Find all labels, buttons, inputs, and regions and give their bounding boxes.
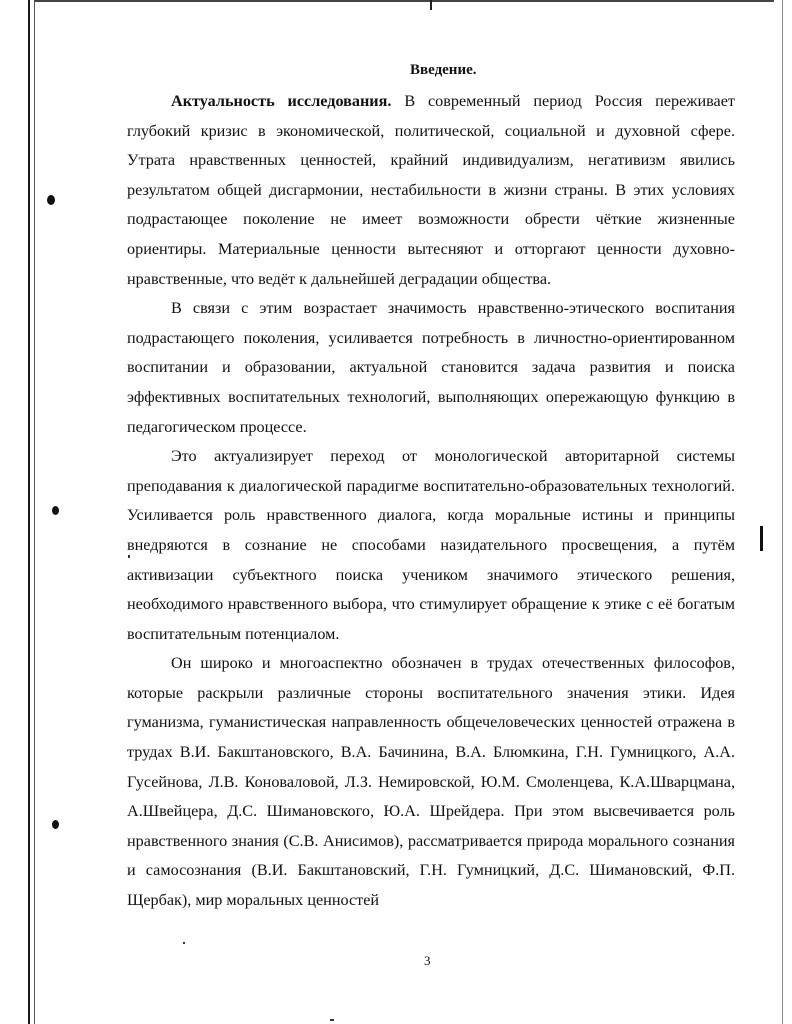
scan-speck	[183, 942, 185, 944]
page-number: 3	[424, 953, 431, 968]
paragraph-lead: Актуальность исследования.	[171, 92, 392, 110]
binder-hole-mark	[52, 820, 59, 829]
paragraph	[127, 442, 735, 649]
paragraph	[127, 294, 735, 442]
paragraph-text: Это актуализирует переход от монологической авторитарной системы преподавания к диалогической парадигме воспитательно-образовательных технологий. Усиливается роль нравственного диалога, когда моральные истины и принципы внедряются в сознание не способами назидательного просвещения, а путём активизации субъектного поиска учеником значимого этического решения, необходимого нравственного выбора, что стимулирует обращение к этике с её богатым воспитательным потенциалом.	[127, 447, 735, 643]
binder-hole-mark	[47, 195, 55, 205]
binder-hole-mark	[52, 506, 59, 515]
scan-edge-left	[28, 0, 30, 1024]
paragraph-text: В связи с этим возрастает значимость нравственно-этического воспитания подрастающего поколения, усиливается потребность в личностно-ориентированном воспитании и образовании, актуальной становится задача развития и поиска эффективных воспитательных технологий, выполняющих опережающую функцию в педагогическом процессе.	[127, 299, 735, 436]
scan-mark-top	[430, 0, 432, 10]
body-text	[127, 87, 735, 916]
paragraph	[127, 87, 735, 294]
paragraph-text: Он широко и многоаспектно обозначен в трудах отечественных философов, которые раскрыли различные стороны воспитательного значения этики. Идея гуманизма, гуманистическая направленность общечеловеческих ценностей отражена в трудах В.И. Бакштановского, В.А. Бачинина, В.А. Блюмкина, Г.Н. Гумницкого, А.А. Гусейнова, Л.В. Коноваловой, Л.З. Немировской, Ю.М. Смоленцева, К.А.Шварцмана, А.Швейцера, Д.С. Шимановского, Ю.А. Шрейдера. При этом высвечивается роль нравственного знания (С.В. Анисимов), рассматривается природа морального сознания и самосознания (В.И. Бакштановский, Г.Н. Гумницкий, Д.С. Шимановский, Ф.П. Щербак), мир моральных ценностей	[127, 654, 735, 910]
margin-mark	[760, 526, 763, 551]
paragraph	[127, 649, 735, 915]
scan-edge-top	[34, 0, 774, 2]
paragraph-text: В современный период Россия переживает глубокий кризис в экономической, политической, социальной и духовной сфере. Утрата нравственных ценностей, крайний индивидуализм, негативизм явились результатом общей дисгармонии, нестабильности в жизни страны. В этих условиях подрастающее поколение не имеет возможности обрести чёткие жизненные ориентиры. Материальные ценности вытесняют и отторгают ценности духовно-нравственные, что ведёт к дальнейшей деградации общества.	[127, 92, 735, 288]
scan-speck	[330, 1019, 334, 1021]
scan-edge-left-inner	[34, 0, 35, 1024]
scan-edge-right	[782, 0, 783, 1024]
page-heading: Введение.	[410, 62, 477, 78]
